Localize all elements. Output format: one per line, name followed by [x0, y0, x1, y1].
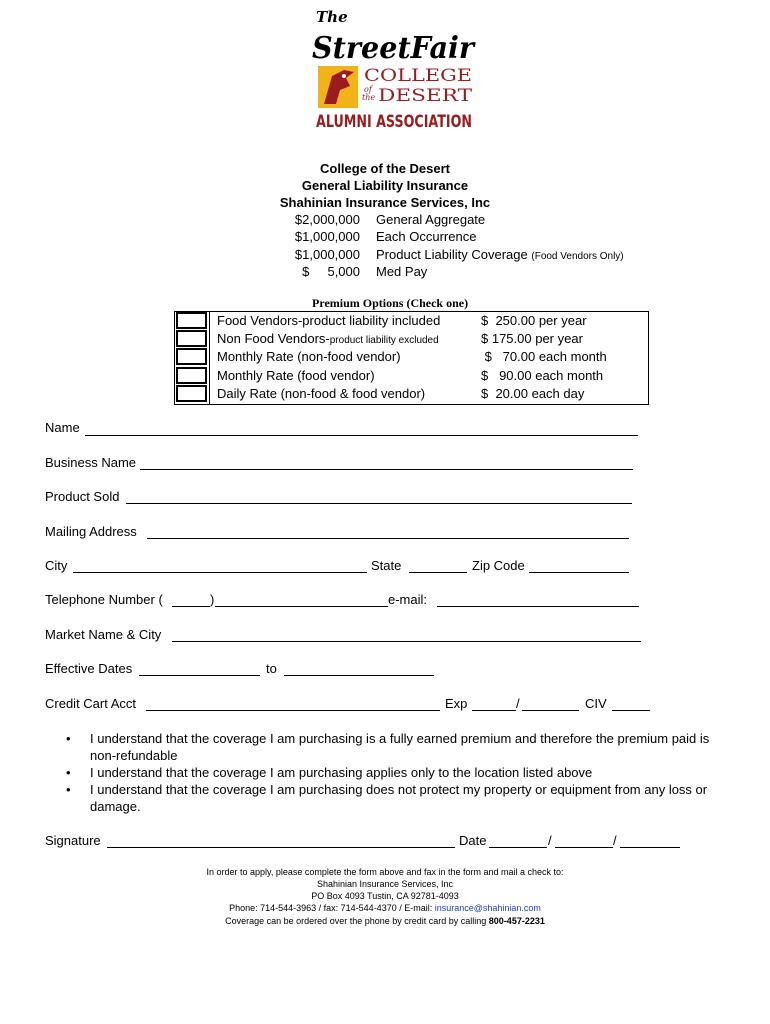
city-field[interactable] — [73, 558, 367, 573]
premium-option-name: Daily Rate (non-food & food vendor) — [217, 386, 426, 401]
order-phone-number: 800-457-2231 — [488, 916, 545, 926]
premium-option-row — [175, 385, 648, 403]
exp-year-field[interactable] — [522, 696, 579, 711]
bullet-dot: • — [66, 765, 71, 780]
header-insurance: General Liability Insurance — [301, 178, 469, 193]
state-label: State — [371, 558, 402, 573]
footer-contact: Phone: 714-544-3963 / fax: 714-544-4370 / E-mail: insurance@shahinian.com — [229, 903, 541, 913]
acknowledgement-text: I understand that the coverage I am purchasing applies only to the location listed above — [90, 765, 593, 780]
footer-phone-order: Coverage can be ordered over the phone by credit card by calling 800-457-2231 — [225, 916, 545, 926]
premium-option-name: Monthly Rate (food vendor) — [217, 368, 375, 383]
name-field[interactable] — [85, 421, 638, 436]
zip-field[interactable] — [529, 558, 629, 573]
premium-option-name: Food Vendors-product liability included — [217, 313, 441, 328]
business-name-field[interactable] — [140, 455, 633, 470]
premium-options-table — [174, 311, 649, 405]
name-label: Name — [45, 420, 80, 435]
coverage-label: Each Occurrence — [376, 229, 477, 244]
coverage-note: (Food Vendors Only) — [531, 251, 624, 262]
credit-card-label: Credit Cart Acct — [45, 696, 137, 711]
coverage-label: Product Liability Coverage (Food Vendors Only) — [376, 247, 624, 262]
premium-option-price: $ 20.00 each day — [481, 386, 585, 401]
coverage-amount: $1,000,000 — [294, 247, 360, 262]
premium-option-name: Monthly Rate (non-food vendor) — [217, 349, 401, 364]
premium-options-title: Premium Options (Check one) — [312, 296, 469, 310]
logo-graphic — [310, 6, 480, 130]
footer-company: Shahinian Insurance Services, Inc — [316, 879, 454, 889]
email-link[interactable]: insurance@shahinian.com — [434, 903, 541, 913]
date-day-field[interactable] — [555, 833, 613, 848]
premium-option-row — [175, 367, 648, 385]
bullet-dot: • — [66, 782, 71, 797]
premium-checkbox[interactable] — [176, 312, 207, 329]
date-slash: / — [613, 833, 617, 848]
effective-to-label: to — [266, 661, 277, 676]
acknowledgement-text: I understand that the coverage I am purchasing does not protect my property or equipment from any loss or damage. — [90, 782, 708, 814]
state-field[interactable] — [409, 558, 467, 573]
city-label: City — [45, 558, 68, 573]
acknowledgement-text: I understand that the coverage I am purchasing is a fully earned premium and therefore the premium paid is non-refundable — [90, 731, 710, 763]
logo-streetfair: StreetFair — [312, 31, 477, 66]
coverage-label: General Aggregate — [376, 212, 486, 227]
area-code-field[interactable] — [172, 592, 210, 607]
zip-label: Zip Code — [472, 558, 525, 573]
premium-option-price: $ 90.00 each month — [481, 368, 604, 383]
premium-option-name: Non Food Vendors-product liability excluded — [217, 331, 439, 346]
market-label: Market Name & City — [45, 627, 162, 642]
premium-checkbox[interactable] — [176, 348, 207, 365]
cvv-field[interactable] — [612, 696, 650, 711]
telephone-label: Telephone Number ( — [45, 592, 163, 607]
bullet-dot: • — [66, 731, 71, 746]
exp-slash: / — [516, 696, 520, 711]
footer-address: PO Box 4093 Tustin, CA 92781-4093 — [311, 891, 459, 901]
logo-of: of — [364, 85, 372, 94]
coverage-amount: $2,000,000 — [294, 212, 360, 227]
date-slash: / — [548, 833, 552, 848]
cvv-label: CIV — [585, 696, 607, 711]
premium-option-row — [175, 330, 648, 348]
coverage-amount: $ 5,000 — [302, 264, 360, 279]
telephone-field[interactable] — [215, 592, 388, 607]
effective-start-field[interactable] — [139, 661, 260, 676]
email-field[interactable] — [437, 592, 639, 607]
premium-checkbox[interactable] — [176, 385, 207, 402]
coverage-label: Med Pay — [376, 264, 428, 279]
exp-month-field[interactable] — [472, 696, 516, 711]
effective-end-field[interactable] — [284, 661, 434, 676]
street-fair-logo — [310, 6, 480, 130]
email-label: e-mail: — [388, 592, 428, 607]
exp-label: Exp — [445, 696, 468, 711]
logo-the: The — [316, 8, 348, 26]
logo-desert: DESERT — [378, 86, 473, 106]
logo-college: COLLEGE — [364, 66, 472, 86]
credit-card-field[interactable] — [146, 696, 440, 711]
footer-instructions: In order to apply, please complete the form above and fax in the form and mail a check to: — [206, 867, 564, 877]
signature-label: Signature — [45, 833, 101, 848]
premium-option-price: $ 175.00 per year — [481, 331, 583, 346]
effective-dates-label: Effective Dates — [45, 661, 133, 676]
signature-field[interactable] — [107, 833, 455, 848]
coverage-amount: $1,000,000 — [294, 229, 360, 244]
logo-the-small: the — [362, 93, 376, 102]
date-year-field[interactable] — [620, 833, 680, 848]
mailing-address-label: Mailing Address — [45, 524, 137, 539]
date-month-field[interactable] — [489, 833, 547, 848]
telephone-paren: ) — [210, 592, 215, 607]
business-name-label: Business Name — [45, 455, 137, 470]
mailing-address-field[interactable] — [147, 524, 629, 539]
logo-alumni: ALUMNI ASSOCIATION — [316, 112, 472, 132]
premium-option-price: $ 70.00 each month — [481, 349, 607, 364]
premium-checkbox[interactable] — [176, 367, 207, 384]
date-label: Date — [459, 833, 487, 848]
premium-option-row — [175, 348, 648, 366]
market-field[interactable] — [172, 627, 641, 642]
premium-checkbox[interactable] — [176, 330, 207, 347]
premium-option-row — [175, 312, 648, 330]
premium-option-price: $ 250.00 per year — [481, 313, 587, 328]
header-college: College of the Desert — [319, 161, 451, 176]
product-sold-label: Product Sold — [45, 489, 120, 504]
header-company: Shahinian Insurance Services, Inc — [279, 195, 491, 210]
product-sold-field[interactable] — [126, 489, 632, 504]
